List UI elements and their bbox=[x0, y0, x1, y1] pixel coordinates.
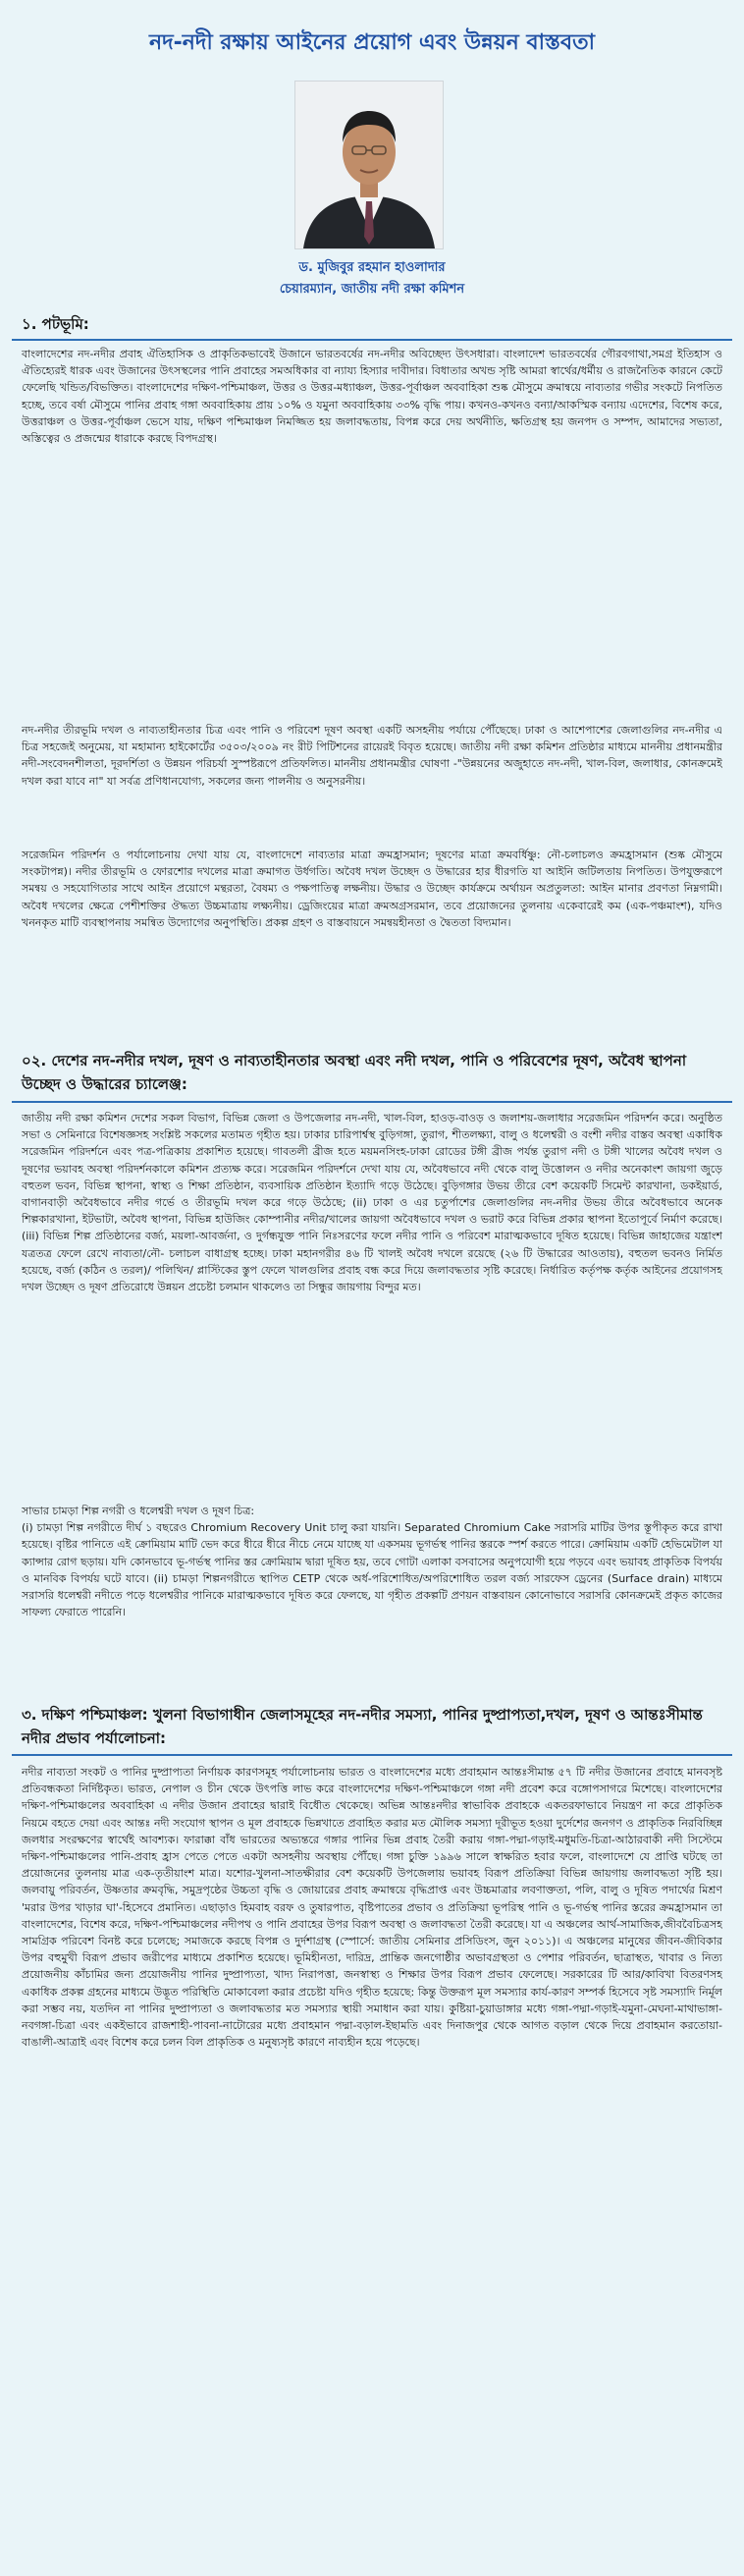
section-divider bbox=[12, 339, 732, 341]
section-1-heading: ১. পটভূমি: bbox=[22, 315, 89, 333]
section-divider bbox=[12, 1101, 732, 1103]
section-3-paragraph-1: নদীর নাব্যতা সংকট ও পানির দুষ্প্রাপ্যতা নির্ণায়ক কারণসমূহ পর্যালোচনায় ভারত ও বাংলাদেশের মধ্যে প্রবাহমান আন্তঃসীমান্ত ৫৭ টি নদীর উজানের প্রবাহে মানবসৃষ্ট প্রতিবন্ধকতা নির্দিষ্টকৃত। ভারত, নেপাল ও চীন থেকে উৎপত্তি লাভ করে বাংলাদেশের দক্ষিণ-পশ্চিমাঞ্চলে গঙ্গা নদী প্রবেশ করে বঙ্গোপসাগরে মিশেছে। বাংলাদেশের দক্ষিণ-পশ্চিমাঞ্চলের অববাহিকা এ নদীর উজান প্রবাহের দ্বারাই বিধৌত থেকেছে। অভিন্ন আন্তঃনদীর স্বাভাবিক প্রবাহকে একতরফাভাবে নিয়ন্ত্রণ না করে প্রাকৃতিক নিয়মে বহতে দেয়া এবং আন্তঃ নদী সংযোগ স্থাপন ও মূল প্রবাহকে ভিন্নখাতে প্রবাহিত করার মত মৌলিক সমস্যা দূরীভূত হওয়া দুর্দেশের জনগণ ও প্রাকৃতিক নিরবিচ্ছিন্ন জলধার সংরক্ষণের স্বার্থেই আবশ্যক। ফারাক্কা বাঁধ ভারতের অভ্যন্তরে গঙ্গার পানির ভিন্ন প্রবাহ তৈরী করায় গঙ্গা-পদ্মা-গড়াই-মধুমতি-চিত্রা-আঠারবাকী নদী সিস্টেমে দক্ষিণ-পশ্চিমাঞ্চলের পানি-প্রবাহ হ্রাস পেতে পেতে একটা অসহনীয় অবস্থায় পৌঁছে। গঙ্গা চুক্তি ১৯৯৬ সালে স্বাক্ষরিত হবার ফলে, বাংলাদেশে যে প্রাপ্তি ঘটছে তা প্রয়োজনের তুলনায় মাত্র এক-তৃতীয়াংশ মাত্র। যশোর-খুলনা-সাতক্ষীরার বেশ কয়েকটি উপজেলায় ভয়াবহ বিরূপ প্রতিক্রিয়া বিভিন্ন জায়গায় জলাবদ্ধতা সৃষ্টি হয়। জলবায়ু পরিবর্তন, উষ্ণতার ক্রমবৃদ্ধি, সমুদ্রপৃষ্ঠের উচ্চতা বৃদ্ধি ও জোয়ারের প্রবাহ ক্রমান্বয়ে বৃদ্ধিপ্রাপ্ত এবং উচ্চমাত্রার লবণাক্ততা, পলি, বালু ও দূষিত পদার্থের মিশ্রণ 'মরার উপর খাড়ার ঘা'-হিসেবে প্রমানিত। এছাড়াও হিমবাহ বরফ ও তুষারপাত, বৃষ্টিপাতের প্রভাব ও প্রতিক্রিয়া ভূপরিস্থ পানি ও ভূ-গর্ভস্থ পানির স্তরের ক্রমহ্রাসমান তা বাংলাদেশের, বিশেষ করে, দক্ষিণ-পশ্চিমাঞ্চলের নদীপথ ও পানি প্রবাহের উপর বিরূপ অবস্থা ও জলাবদ্ধতা তৈরী করেছে। যা এ অঞ্চলের আর্থ-সামাজিক,জীববৈচিত্রসহ সামগ্রিক পরিবেশ বিনষ্ট করে চলেছে; সমাজকে করছে বিপন্ন ও দুর্দশাগ্রস্থ (স্পোর্সে: জাতীয় সেমিনার প্রসিডিংস, জুন ২০১১)। এ অঞ্চলের মানুষের জীবন-জীবিকার উপর বহুমুখী বিরূপ প্রভাব জরীপের মাধ্যমে প্রকাশিত হয়েছে। ভূমিহীনতা, দারিদ্র, প্রান্তিক জনগোষ্ঠীর অভাবগ্রস্থতা ও পেশার পরিবর্তন, ছাত্রাস্থত, খাবার ও নিত্য প্রয়োজনীয় কাঁচামির জন্য প্রয়োজনীয় পানির দুষ্প্রাপ্যতা, খাদ্য নিরাপত্তা, জনস্বাস্থ্য ও শিক্ষার উপর বিরূপ প্রভাব ফেলেছে। সরকারের টি আর/কাবিখা বিতরণসহ একাধিক প্রকল্প গ্রহনের মাধ্যমে উদ্ভূত পরিস্থিতি মোকাবেলা করার প্রচেষ্টা যদিও গৃহীত হয়েছে: কিন্তু উক্তরূপ মূল সমস্যার কার্য-কারণ সম্পর্ক হিসেবে সৃষ্ট সমস্যাদি নির্মূল করা সম্ভব নয়, যতদিন না পানির দুষ্প্রাপ্যতা ও জলাবদ্ধতার মত সমস্যার স্থায়ী সমাধান করা যায়। কুষ্টিয়া-চুয়াডাঙ্গার মধ্যে গঙ্গা-পদ্মা-গড়াই-যমুনা-মেঘনা-মাথাভাঙ্গা-নবগঙ্গা-চিত্রা এবং একইভাবে রাজশাহী-পাবনা-নাটোরের মধ্যে প্রবাহমান পদ্মা-বড়াল-ইছামতি এবং দিনাজপুর থেকে আগত বড়াল থেকে দিয়ে প্রবাহমান করতোয়া-বাঙালী-আত্রাই এবং বিশেষ করে চলন বিল প্রাকৃতিক ও মনুষ্যসৃষ্ট কারণে নাব্যহীন হয়ে পড়েছে। bbox=[22, 1766, 722, 2050]
section-3-heading: ৩. দক্ষিণ পশ্চিমাঞ্চল: খুলনা বিভাগাধীন জেলাসমূহের নদ-নদীর সমস্যা, পানির দুষ্প্রাপ্যতা,দখল, দূষণ ও আন্তঃসীমান্ত নদীর প্রভাব পর্যালোচনা: bbox=[22, 1706, 703, 1747]
author-name: ড. মুজিবুর রহমান হাওলাদার bbox=[298, 260, 446, 275]
author-byline bbox=[0, 257, 744, 301]
section-2-paragraph-1: জাতীয় নদী রক্ষা কমিশন দেশের সকল বিভাগ, বিভিন্ন জেলা ও উপজেলার নদ-নদী, খাল-বিল, হাওড়-বাওড় ও জলাশয়-জলাধার সরেজমিন পরিদর্শন করে। অনুষ্ঠিত সভা ও সেমিনারে বিশেষজ্ঞসহ সংশ্লিষ্ট সকলের মতামত গৃহীত হয়। ঢাকার চারিপার্শ্বস্থ বুড়িগঙ্গা, তুরাগ, শীতলক্ষ্যা, বালু ও ধলেশ্বরী ও বংশী নদীর বাস্তব অবস্থা একাধিক সরেজমিন পরিদর্শনে এবং পত্র-পত্রিকায় প্রকাশিত হয়েছে। গাবতলী ব্রীজ হতে ময়মনসিংহ-ঢাকা রোডের টঙ্গী ব্রীজ পর্যন্ত তুরাগ নদী ও টঙ্গী খালের অবৈধ দখল ও দূষণের ভয়াবহ অবস্থা পরিদর্শনকালে কমিশন প্রত্যক্ষ করে। সরেজমিন পরিদর্শনে দেখা যায় যে, অবৈধভাবে নদী থেকে বালু উত্তোলন ও নদীর অনেকাংশ জায়গা জুড়ে বহুতল ভবন, বিভিন্ন স্থাপনা, স্বাস্থ্য ও শিক্ষা প্রতিষ্ঠান, ব্যবসায়িক প্রতিষ্ঠান ইত্যাদি গড়ে উঠেছে। বুড়িগঙ্গার উভয় তীরে বেশ কয়েকটি সিমেন্ট কারখানা, ডকইয়ার্ড, বাগানবাড়ী অবৈধভাবে নদীর গর্ভে ও তীরভূমি দখল করে গড়ে উঠেছে; (ii) ঢাকা ও এর চতুর্পাশের জেলাগুলির নদ-নদীর উভয় তীরে অবৈধভাবে অনেক শিল্পকারখানা, ইটভাটা, অবৈধ স্থাপনা, বিভিন্ন হাউজিং কোম্পানীর নদীর/খালের জায়গা অবৈধভাবে দখল ও ভরাট করে বিভিন্ন প্রকার স্থাপনা ইতোপূর্বে নির্মাণ করেছে। (iii) বিভিন্ন শিল্প প্রতিষ্ঠানের বর্জ্য, ময়লা-আবর্জনা, ও দুর্গন্ধযুক্ত পানি নিঃসরণের ফলে নদীর পানি ও পরিবেশ মারাত্মকভাবে দূষিত হয়েছে। বিভিন্ন জাহাজের যন্ত্রাংশ যত্রতত্র ফেলে রেখে নাব্যতা/নৌ- চলাচল বাধাগ্রস্থ হচ্ছে। ঢাকা মহানগরীর ৪৬ টি খালই অবৈধ দখলে রয়েছে (২৬ টি উদ্ধারের আওতায়), বহুতল ভবনও নির্মিত হয়েছে, বর্জ্য (কঠিন ও তরল)/ পলিথিন/ প্লাস্টিকের স্তুপ ফেলে খালগুলির প্রবাহ বন্ধ করে দিয়ে জলাবদ্ধতার সৃষ্টি করেছে। নির্ধারিত কর্তৃপক্ষ কর্তৃক আইনের প্রয়োগসহ দখল উচ্ছেদ ও দূষণ প্রতিরোধে উন্নয়ন প্রচেষ্টা চলমান থাকলেও তা সিন্ধুর জায়গায় বিন্দুর মত। bbox=[22, 1112, 722, 1294]
author-photo bbox=[294, 81, 444, 249]
author-designation: চেয়ারম্যান, জাতীয় নদী রক্ষা কমিশন bbox=[279, 282, 465, 297]
section-2-paragraph-2: সাভার চামড়া শিল্প নগরী ও ধলেশ্বরী দখল ও দূষণ চিত্র: (i) চামড়া শিল্প নগরীতে দীর্ঘ ১ বছরেও Chromium Recovery Unit চালু করা যায়নি। Separated Chromium Cake সরাসরি মাটির উপর স্তূপীকৃত করে রাখা হয়েছে। বৃষ্টির পানিতে এই ক্রোমিয়াম মাটি ভেদ করে ধীরে ধীরে নীচে নেমে যাচ্ছে যা একসময় ভূগর্ভস্থ পানির স্তরকে স্পর্শ করতে পারে। ক্রোমিয়াম একটি হেভিমেটাল যা ক্যান্সার রোগ ছড়ায়। যদি কোনভাবে ভূ-গর্ভস্থ পানির স্তর ক্রোমিয়াম দ্বারা দূষিত হয়, তবে গোটা এলাকা বসবাসের অনুপযোগী হয়ে পড়বে এবং ভয়াবহ প্রাকৃতিক বিপর্যয় ও মানবিক বিপর্যয় ঘটে যাবে। (ii) চামড়া শিল্পনগরীতে স্থাপিত CETP থেকে অর্ধ-পরিশোধিত/অপরিশোধিত তরল বর্জ্য সারফেস ড্রেনের (Surface drain) মাধ্যমে সরাসরি ধলেশ্বরী নদীতে পড়ে ধলেশ্বরীর পানিকে মারাত্মকভাবে দূষিত করে ফেলছে, যা গৃহীত প্রকল্পটি প্রণয়ন বাস্তবায়ন কোনোভাবে সরাসরি কোনক্রমেই প্রকৃত কাজের সাফল্য ফেরাতে পারেনি। bbox=[22, 1505, 722, 1619]
section-1-paragraph-3: সরেজমিন পরিদর্শন ও পর্যালোচনায় দেখা যায় যে, বাংলাদেশে নাব্যতার মাত্রা ক্রমহ্রাসমান; দূষণের মাত্রা ক্রমবর্ধিষ্ণু: নৌ-চলাচলও ক্রমহ্রাসমান (শুষ্ক মৌসুমে সংকটাপন্ন)। নদীর তীরভূমি ও ফোরশোর দখলের মাত্রা ক্রমাগত উর্ধগতি। অবৈধ দখল উচ্ছেদ ও উদ্ধারের হার ধীরগতি যা আইনি জটিলতায় নিপতিত। উপযুক্তরূপে সমন্বয় ও সহযোগিতার সাথে আইন প্রয়োগে মন্থরতা, বৈষম্য ও পক্ষপাতিত্ব লক্ষনীয়। উদ্ধার ও উচ্ছেদ কার্যক্রমে অর্থায়ন অপ্রতুলতা: আইন মানার প্রবণতা নিম্নগামী। অবৈধ দখলের ক্ষেত্রে পেশীশক্তির ঔদ্ধত্য উচ্চমাত্রায় লক্ষ্যনীয়। ড্রেজিংয়ের মাত্রা ক্রমঅগ্রসরমান, তবে প্রয়োজনের তুলনায় একেবারেই কম (এক-পঞ্চমাংশ), যদিও খননকৃত মাটি ব্যবস্থাপনায় সমন্বিত উদ্যোগের অনুপস্থিতি। প্রকল্প গ্রহণ ও বাস্তবায়নে সমন্বয়হীনতা ও দ্বৈততা বিদ্যমান। bbox=[22, 849, 722, 929]
section-1-paragraph-2: নদ-নদীর তীরভূমি দখল ও নাব্যতাহীনতার চিত্র এবং পানি ও পরিবেশ দূষণ অবস্থা একটি অসহনীয় পর্যায়ে পৌঁছেছে। ঢাকা ও আশেপাশের জেলাগুলির নদ-নদীর এ চিত্র সহজেই অনুমেয়, যা মহামান্য হাইকোর্টের ৩৫০৩/২০০৯ নং রীট পিটিশনের রায়েরই বিবৃত হয়েছে। জাতীয় নদী রক্ষা কমিশন প্রতিষ্ঠার মাধ্যমে মাননীয় প্রধানমন্ত্রীর নদী-সংবেদনশীলতা, দূরদর্শিতা ও উন্নয়ন পরিচর্যা সুস্পষ্টরূপে প্রতিফলিত। মাননীয় প্রধানমন্ত্রীর ঘোষণা -"উন্নয়নের অজুহাতে নদ-নদী, খাল-বিল, জলাধার, কোনক্রমেই দখল করা যাবে না" যা সর্বত্র প্রণিধানযোগ্য, সকলের জন্য পালনীয় ও অনুসরনীয়। bbox=[22, 724, 722, 788]
section-2-heading: ০২. দেশের নদ-নদীর দখল, দূষণ ও নাব্যতাহীনতার অবস্থা এবং নদী দখল, পানি ও পরিবেশের দূষণ, অবৈধ স্থাপনা উচ্ছেদ ও উদ্ধারের চ্যালেঞ্জ: bbox=[22, 1052, 687, 1093]
section-1-paragraph-1: বাংলাদেশের নদ-নদীর প্রবাহ ঐতিহাসিক ও প্রাকৃতিকভাবেই উজানে ভারতবর্ষের নদ-নদীর অবিচ্ছেদ্য উৎসধারা। বাংলাদেশ ভারতবর্ষের গৌরবগাথা,সমগ্র ইতিহাস ও ঐতিহ্যেরই ধারক এবং উজানের উৎসস্থলের পানি প্রবাহের সমঅধিকার বা ন্যায্য হিস্যার দাবীদার। বিধাতার অখন্ড সৃষ্টি আমরা স্বার্থের/ধর্মীয় ও রাজনৈতিক কারনে কেটে ফেলেছি খন্ডিত/বিভক্তিত। বাংলাদেশের দক্ষিণ-পশ্চিমাঞ্চল, উত্তর ও উত্তর-মধ্যাঞ্চল, উত্তর-পূর্বাঞ্চল অববাহিকা শুষ্ক মৌসুমে ক্রমান্বয়ে নাব্যতার গভীর সংকটে নিপতিত হচ্ছে, তবে বর্ষা মৌসুমে পানির প্রবাহ গঙ্গা অববাহিকায় প্রায় ১০% ও যমুনা অববাহিকায় ৩৩% বৃদ্ধি পায়। কখনও-কখনও বন্যা/আকস্মিক বন্যায় এদেশের, বিশেষ করে, উত্তরাঞ্চল ও উত্তর-পূর্বাঞ্চল ভেসে যায়, দক্ষিণ পশ্চিমাঞ্চল নিমজ্জিত হয় জলাবদ্ধতায়, বিপন্ন করে দেয় অর্থনীতি, ক্ষতিগ্রস্থ হয় জনপদ ও সম্পদ, আমাদের সভ্যতা, অস্তিত্বের ও প্রজন্মের ধারাকে করছে বিপদগ্রস্থ। bbox=[22, 348, 722, 446]
section-divider bbox=[12, 1754, 732, 1756]
author-portrait-icon bbox=[295, 82, 443, 248]
article-title: নদ-নদী রক্ষায় আইনের প্রয়োগ এবং উন্নয়ন বাস্তবতা bbox=[148, 30, 596, 55]
